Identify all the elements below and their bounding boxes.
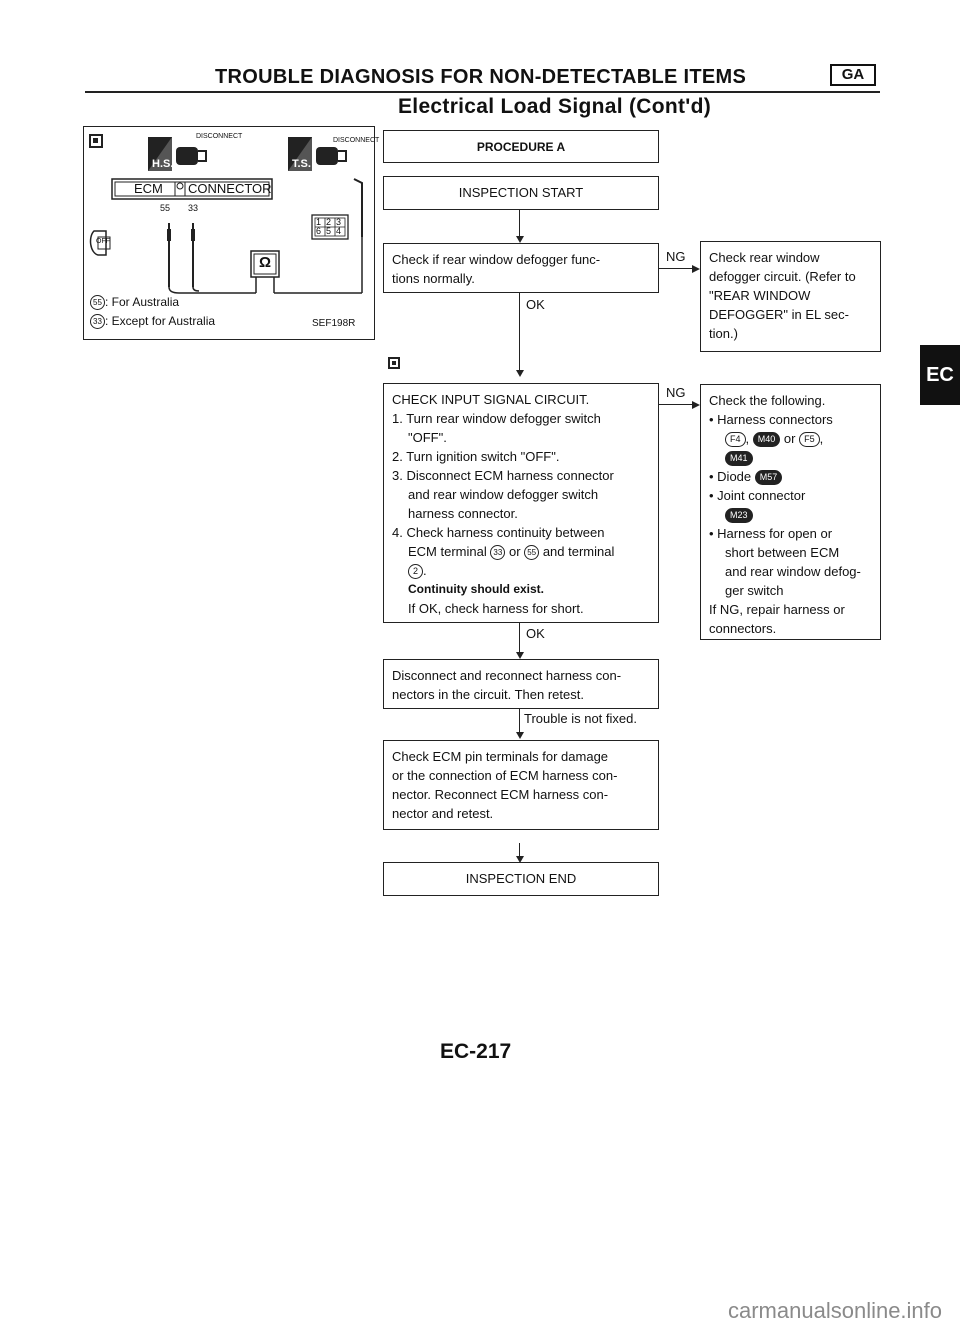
connector-f4-badge: F4 <box>725 432 746 447</box>
ts-label: T.S. <box>292 158 311 170</box>
page-number: EC-217 <box>440 1040 512 1063</box>
connector-m41-badge: M41 <box>725 451 753 466</box>
off-label: OFF <box>96 238 110 245</box>
legend-33-symbol: 33 <box>90 314 105 329</box>
grid-4: 4 <box>336 226 342 236</box>
terminal-2-symbol: 2 <box>408 564 423 579</box>
terminal-55-symbol: 55 <box>524 545 539 560</box>
ohm-symbol: Ω <box>259 254 272 271</box>
connector-label: CONNECTOR <box>188 181 272 196</box>
grid-2: 2 <box>326 217 332 227</box>
disconnect-left-label: DISCONNECT <box>196 133 243 140</box>
page-title: TROUBLE DIAGNOSIS FOR NON-DETECTABLE ITEMS <box>215 66 747 88</box>
diode-m57-badge: M57 <box>755 470 783 485</box>
ecm-label: ECM <box>134 181 163 196</box>
terminal-33-symbol: 33 <box>490 545 505 560</box>
legend-33: 33 : Except for Australia <box>90 314 215 329</box>
section-badge <box>830 64 876 86</box>
step-check-input-signal: CHECK INPUT SIGNAL CIRCUIT. 1. Turn rear window defogger switch "OFF". 2. Turn ignition switch "OFF". 3. Disconnect ECM harness connector and rear window defogger switch harness connector. 4. Check harness continuity between ECM terminal 33 or 55 and terminal 2 . Continuity should exist. If OK, check harness for short. <box>383 383 659 623</box>
pin-33-label: 33 <box>188 203 199 213</box>
connector-m40-badge: M40 <box>753 432 781 447</box>
grid-6: 6 <box>316 226 322 236</box>
wiring-diagram <box>83 126 380 340</box>
step-check-ecm-pins: Check ECM pin terminals for damage or the connection of ECM harness con- nector. Reconnect ECM harness con- nector and retest. <box>383 740 659 830</box>
header-rule <box>85 91 880 93</box>
check-symbol-2-icon <box>388 356 400 374</box>
watermark: carmanualsonline.info <box>728 1298 943 1323</box>
diagram-ref: SEF198R <box>312 318 356 329</box>
not-fixed-label: Trouble is not fixed. <box>524 711 637 726</box>
legend-55-symbol: 55 <box>90 295 105 310</box>
ok1-label: OK <box>526 297 545 312</box>
connector-f5-badge: F5 <box>799 432 820 447</box>
section-badge-label: GA <box>841 66 865 83</box>
ng1-label: NG <box>666 249 686 264</box>
page-subtitle: Electrical Load Signal (Cont'd) <box>398 95 711 118</box>
inspection-start-box: INSPECTION START <box>383 176 659 210</box>
ok2-label: OK <box>526 626 545 641</box>
inspection-end-box: INSPECTION END <box>383 862 659 896</box>
legend-55: 55 : For Australia <box>90 295 179 310</box>
plug-right-icon <box>316 147 346 165</box>
section-tab-ec: EC <box>920 345 960 405</box>
grid-5: 5 <box>326 226 332 236</box>
plug-left-icon <box>176 147 206 165</box>
grid-3: 3 <box>336 217 342 227</box>
joint-m23-badge: M23 <box>725 508 753 523</box>
disconnect-right-label: DISCONNECT <box>333 137 380 144</box>
hs-label: H.S. <box>152 158 174 170</box>
step-reconnect: Disconnect and reconnect harness con- nectors in the circuit. Then retest. <box>383 659 659 709</box>
ng2-result-box: Check the following. • Harness connectors F4 , M40 or F5 , M41 • Diode M57 • Joint connector M23 • Harness for open or short between ECM and rear window defog- ger switch If NG, repair harness or connectors. <box>700 384 881 640</box>
step-check-defogger: Check if rear window defogger func- tions normally. <box>383 243 659 293</box>
procedure-box: PROCEDURE A <box>383 130 659 163</box>
ng1-result-box: Check rear window defogger circuit. (Refer to "REAR WINDOW DEFOGGER" in EL sec- tion.) <box>700 241 881 352</box>
grid-1: 1 <box>316 217 322 227</box>
ng2-label: NG <box>666 385 686 400</box>
pin-55-label: 55 <box>160 203 171 213</box>
